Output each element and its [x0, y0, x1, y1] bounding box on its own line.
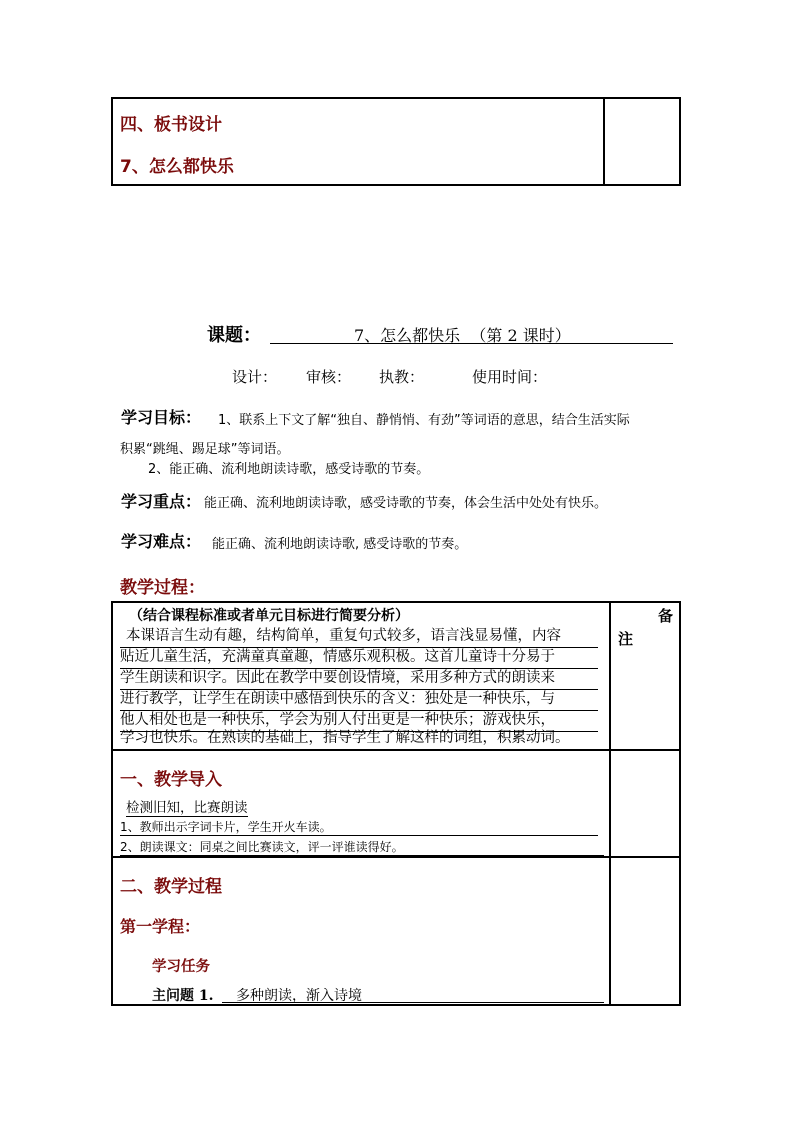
board-design-subheading: 7、怎么都快乐: [120, 157, 234, 177]
objectives-line-3: 2、能正确、流利地朗读诗歌，感受诗歌的节奏。: [148, 462, 430, 477]
meta-teach: 执教：: [379, 368, 425, 386]
meta-design: 设计：: [232, 368, 278, 386]
meta-review: 审核：: [306, 368, 352, 386]
analysis-line-3: 学生朗读和识字。因此在教学中要创设情境，采用多种方式的朗读来: [120, 668, 598, 690]
board-design-heading: 四、板书设计: [120, 115, 222, 135]
main-question-label: 主问题 1.: [152, 988, 214, 1004]
intro-item-2: 2、朗读课文：同桌之间比赛读文，评一评谁读得好。: [120, 838, 604, 856]
analysis-line-2: 贴近儿童生活，充满童真童趣，情感乐观积极。这首儿童诗十分易于: [120, 647, 598, 669]
meta-time: 使用时间：: [472, 368, 548, 386]
difficulty-text: 能正确、流利地朗读诗歌, 感受诗歌的节奏。: [212, 537, 468, 552]
process-label: 教学过程：: [120, 578, 205, 598]
intro-sub: 检测旧知，比赛朗读: [126, 796, 248, 817]
main-question-text: [222, 985, 604, 1003]
objectives-line-2: 积累“跳绳、踢足球”等词语。: [120, 442, 290, 457]
note-label-1: 备: [658, 607, 674, 625]
stage-one-heading: 第一学程：: [120, 917, 201, 936]
focus-text: 能正确、流利地朗读诗歌，感受诗歌的节奏，体会生活中处处有快乐。: [204, 496, 608, 511]
note-label-2: 注: [618, 630, 634, 648]
lesson-title-value: [270, 324, 673, 344]
task-label: 学习任务: [152, 959, 210, 975]
objectives-line-1: 1、联系上下文了解“独自、静悄悄、有劲”等词语的意思，结合生活实际: [218, 413, 630, 428]
lesson-title-label: 课题：: [207, 325, 261, 346]
focus-label: 学习重点：: [121, 492, 202, 511]
intro-heading: 一、教学导入: [120, 770, 222, 790]
intro-item-1: 1、教师出示字词卡片，学生开火车读。: [120, 818, 598, 836]
objectives-label: 学习目标：: [121, 408, 202, 427]
table-row-divider-2: [111, 856, 681, 858]
analysis-line-1: 本课语言生动有趣，结构简单，重复句式较多，语言浅显易懂，内容: [120, 626, 598, 648]
board-design-divider: [603, 97, 605, 186]
main-question-value: 多种朗读，渐入诗境: [236, 988, 362, 1004]
analysis-line-5: 他人相处也是一种快乐，学会为别人付出更是一种快乐；游戏快乐，: [120, 710, 598, 732]
analysis-line-6: 学习也快乐。在熟读的基础上，指导学生了解这样的词组，积累动词。: [120, 728, 598, 750]
analysis-title: （结合课程标准或者单元目标进行简要分析）: [129, 608, 409, 624]
difficulty-label: 学习难点：: [121, 532, 202, 551]
analysis-line-4: 进行教学，让学生在朗读中感悟到快乐的含义：独处是一种快乐，与: [120, 689, 598, 711]
process-heading: 二、教学过程: [120, 877, 222, 897]
table-col-divider: [609, 601, 611, 1006]
lesson-title-text: 7、怎么都快乐 （第 2 课时）: [354, 326, 571, 345]
